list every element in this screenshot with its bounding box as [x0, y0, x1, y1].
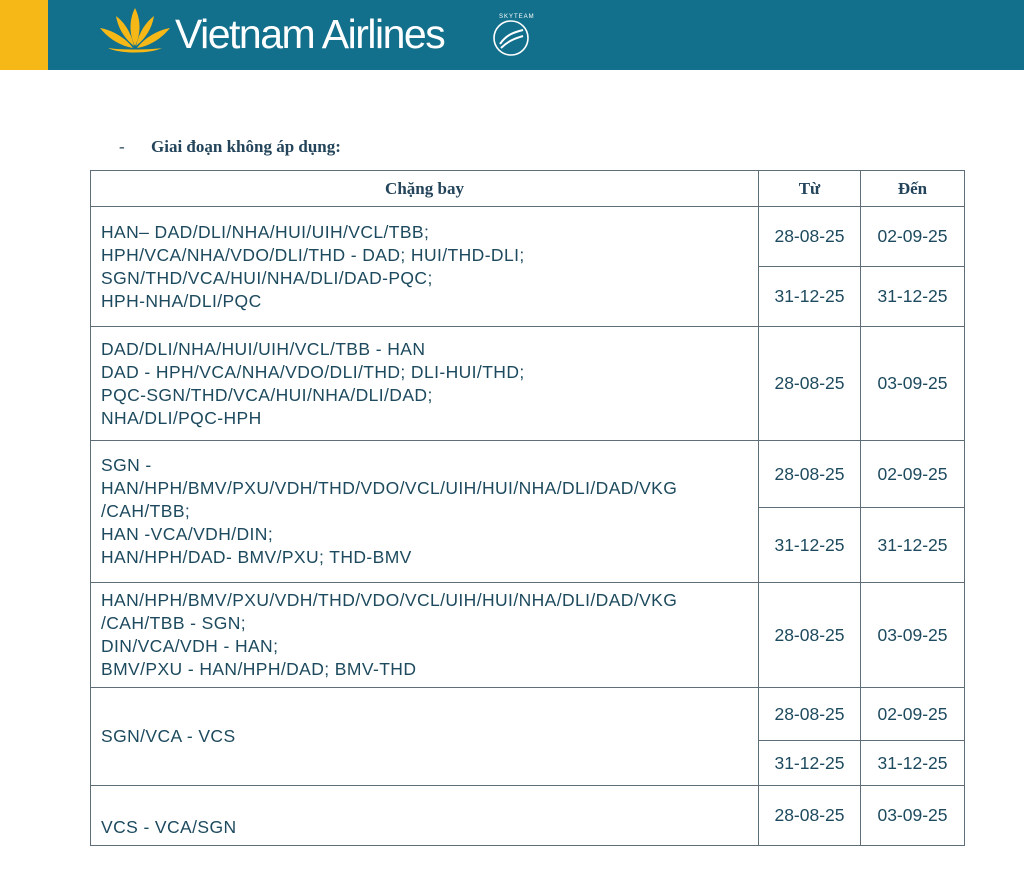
header-bar: [0, 0, 1024, 70]
route-line: NHA/DLI/PQC-HPH: [101, 407, 262, 428]
route-cell: [91, 786, 759, 846]
route-line: DAD - HPH/VCA/NHA/VDO/DLI/THD; DLI-HUI/THD;: [101, 361, 525, 382]
route-line: HPH-NHA/DLI/PQC: [101, 290, 262, 311]
route-cell: [91, 441, 759, 583]
table-row: [91, 207, 965, 267]
header-to: Đến: [861, 171, 965, 207]
date-from: 31-12-25: [759, 508, 861, 583]
route-cell: [91, 583, 759, 688]
route-line: HAN/HPH/DAD- BMV/PXU; THD-BMV: [101, 547, 412, 567]
route-line: PQC-SGN/THD/VCA/HUI/NHA/DLI/DAD;: [101, 384, 433, 405]
header-from: Từ: [759, 171, 861, 207]
lotus-logo-icon: [96, 4, 174, 58]
route-cell: [91, 327, 759, 441]
date-to: 02-09-25: [861, 441, 965, 508]
route-line: HAN -VCA/VDH/DIN;: [101, 524, 274, 544]
route-line: SGN/THD/VCA/HUI/NHA/DLI/DAD-PQC;: [101, 267, 433, 288]
table-header-row: [91, 171, 965, 207]
route-line: DIN/VCA/VDH - HAN;: [101, 636, 279, 656]
route-cell: [91, 688, 759, 786]
header-route: Chặng bay: [91, 171, 759, 207]
date-to: 31-12-25: [861, 508, 965, 583]
date-from: 28-08-25: [759, 207, 861, 267]
route-line: HAN/HPH/BMV/PXU/VDH/THD/VDO/VCL/UIH/HUI/NHA/DLI/DAD/VKG: [101, 478, 678, 498]
route-line: BMV/PXU - HAN/HPH/DAD; BMV-THD: [101, 659, 417, 679]
gold-accent-block: [0, 0, 48, 70]
date-from: 31-12-25: [759, 741, 861, 786]
table-row: [91, 786, 965, 846]
brand-name: Vietnam Airlines: [175, 11, 445, 57]
table-row: [91, 688, 965, 741]
table-row: [91, 441, 965, 508]
date-from: 28-08-25: [759, 441, 861, 508]
date-to: 03-09-25: [861, 327, 965, 441]
skyteam-label: SKYTEAM: [499, 14, 535, 20]
date-from: 31-12-25: [759, 267, 861, 327]
date-to: 03-09-25: [861, 786, 965, 846]
date-to: 02-09-25: [861, 207, 965, 267]
table-row: [91, 327, 965, 441]
skyteam-logo-icon: [485, 10, 537, 62]
route-line: HAN/HPH/BMV/PXU/VDH/THD/VDO/VCL/UIH/HUI/NHA/DLI/DAD/VKG: [101, 590, 678, 610]
date-to: 31-12-25: [861, 267, 965, 327]
date-from: 28-08-25: [759, 327, 861, 441]
date-from: 28-08-25: [759, 688, 861, 741]
route-line: VCS - VCA/SGN: [101, 817, 237, 837]
section-heading: [119, 137, 341, 157]
route-line: SGN -: [101, 455, 152, 475]
route-line: SGN/VCA - VCS: [101, 726, 236, 746]
route-line: /CAH/TBB;: [101, 501, 191, 521]
schedule-table: [90, 170, 965, 846]
date-to: 31-12-25: [861, 741, 965, 786]
date-to: 02-09-25: [861, 688, 965, 741]
date-from: 28-08-25: [759, 583, 861, 688]
section-title-text: Giai đoạn không áp dụng:: [151, 137, 341, 156]
route-line: /CAH/TBB - SGN;: [101, 613, 247, 633]
route-line: HAN– DAD/DLI/NHA/HUI/UIH/VCL/TBB;: [101, 221, 430, 242]
route-line: DAD/DLI/NHA/HUI/UIH/VCL/TBB - HAN: [101, 338, 426, 359]
date-from: 28-08-25: [759, 786, 861, 846]
bullet-dash: -: [119, 137, 125, 156]
route-line: HPH/VCA/NHA/VDO/DLI/THD - DAD; HUI/THD-DLI;: [101, 244, 525, 265]
route-cell: [91, 207, 759, 327]
date-to: 03-09-25: [861, 583, 965, 688]
table-row: [91, 583, 965, 688]
